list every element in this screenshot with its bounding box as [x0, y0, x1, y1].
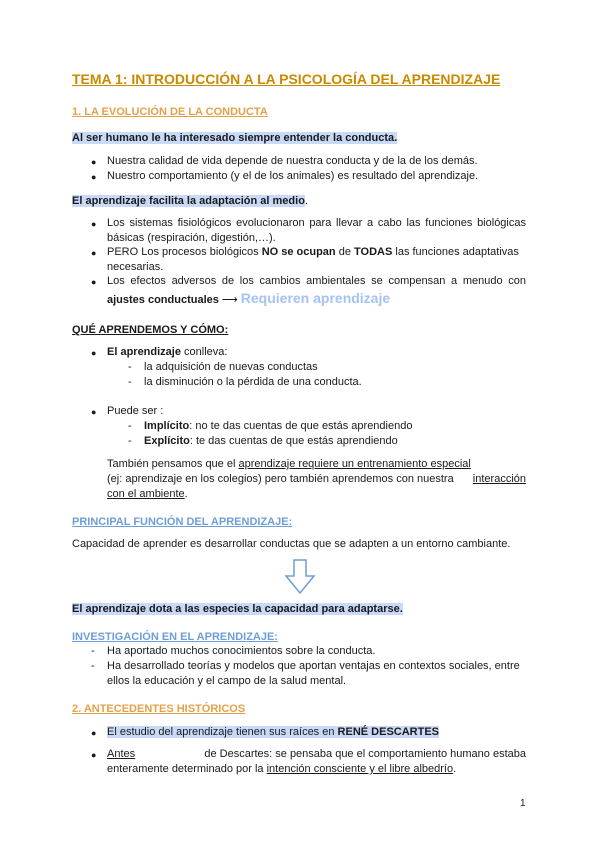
- dash-marker: -: [128, 420, 132, 432]
- text: conlleva:: [180, 346, 228, 358]
- list-item: Ha aportado muchos conocimientos sobre la conducta.: [107, 645, 376, 657]
- bullet-dot: ●: [91, 248, 97, 258]
- list-item: Puede ser :: [107, 405, 164, 417]
- paragraph: Capacidad de aprender es desarrollar conductas que se adapten a un entorno cambiante.: [72, 538, 511, 550]
- bold-text: NO se ocupan: [261, 246, 336, 258]
- dash-marker: -: [128, 361, 132, 373]
- bullet-dot: ●: [91, 219, 97, 229]
- underlined-text: Antes: [107, 748, 136, 760]
- section-heading-principal-funcion: PRINCIPAL FUNCIÓN DEL APRENDIZAJE:: [72, 516, 293, 528]
- bold-text: RENÉ DESCARTES: [337, 726, 440, 738]
- list-item-cont: ellos la educación y el campo de la salud mental.: [107, 675, 347, 687]
- section-heading-antecedentes: 2. ANTECEDENTES HISTÓRICOS: [72, 703, 246, 715]
- underlined-text: aprendizaje requiere un entrenamiento especial: [238, 458, 471, 470]
- requieren-aprendizaje-text: Requieren aprendizaje: [240, 290, 391, 306]
- underlined-text: con el ambiente: [107, 488, 185, 500]
- list-item: Ha desarrollado teorías y modelos que aportan ventajas en contextos sociales, entre: [107, 660, 520, 672]
- text: El estudio del aprendizaje tienen sus raíces en: [107, 726, 338, 738]
- document-title: TEMA 1: INTRODUCCIÓN A LA PSICOLOGÍA DEL APRENDIZAJE: [72, 71, 501, 87]
- sub-item: [144, 420, 412, 432]
- highlight-interes-conducta: Al ser humano le ha interesado siempre entender la conducta.: [72, 132, 398, 144]
- list-item: [107, 346, 227, 358]
- sub-item: [144, 435, 398, 447]
- page-number: 1: [520, 798, 526, 809]
- list-item-cont: necesarias.: [107, 261, 164, 273]
- dash-marker: -: [128, 435, 132, 447]
- right-arrow-icon: ⟶: [218, 294, 241, 306]
- list-item-cont: básicas (respiración, digestión,…).: [107, 232, 276, 244]
- list-item: Nuestra calidad de vida depende de nuestra conducta y de la de los demás.: [107, 155, 478, 167]
- sub-item: la adquisición de nuevas conductas: [144, 361, 318, 373]
- sub-item: la disminución o la pérdida de una conducta.: [144, 376, 362, 388]
- bold-text: Implícito: [144, 420, 190, 432]
- text: PERO Los procesos biológicos: [107, 246, 262, 258]
- period: .: [184, 488, 188, 500]
- highlight-adaptacion: [72, 195, 308, 207]
- section-heading-que-aprendemos: QUÉ APRENDEMOS Y CÓMO:: [72, 324, 229, 336]
- dash-marker: -: [128, 376, 132, 388]
- highlight-adaptacion-text: El aprendizaje facilita la adaptación al medio: [72, 195, 305, 207]
- paragraph-line: [107, 458, 471, 470]
- list-item: [107, 748, 526, 760]
- bullet-dot: ●: [91, 277, 97, 287]
- bold-text: El aprendizaje: [107, 346, 181, 358]
- underlined-text: intención consciente y el libre albedrío: [266, 763, 454, 775]
- highlight-descartes: [107, 726, 439, 738]
- dash-marker: -: [91, 660, 95, 672]
- text: enteramente determinado por la: [107, 763, 267, 775]
- text: : no te das cuentas de que estás aprendiendo: [189, 420, 413, 432]
- text: : te das cuentas de que estás aprendiendo: [189, 435, 398, 447]
- bold-text: TODAS: [354, 246, 393, 258]
- section-heading-evolucion: 1. LA EVOLUCIÓN DE LA CONDUCTA: [72, 106, 268, 118]
- text: de Descartes: se pensaba que el comportamiento humano estaba: [204, 748, 526, 760]
- bullet-dot: ●: [91, 728, 97, 738]
- text: También pensamos que el: [107, 458, 239, 470]
- period: .: [304, 195, 308, 207]
- underlined-text: interacción: [472, 473, 526, 485]
- bullet-dot: ●: [91, 348, 97, 358]
- bold-text: ajustes conductuales: [107, 294, 219, 306]
- list-item: Los efectos adversos de los cambios ambientales se compensan a menudo con: [107, 275, 526, 287]
- highlight-dota-especies: El aprendizaje dota a las especies la capacidad para adaptarse.: [72, 603, 403, 615]
- bullet-dot: ●: [91, 157, 97, 167]
- paragraph-line: [107, 473, 526, 485]
- paragraph-line: [107, 488, 188, 500]
- list-item-cont: [107, 763, 456, 775]
- bold-text: Explícito: [144, 435, 190, 447]
- list-item: [107, 246, 519, 258]
- list-item: Los sistemas fisiológicos evolucionaron para llevar a cabo las funciones biológicas: [107, 217, 526, 229]
- bullet-dot: ●: [91, 407, 97, 417]
- text: de: [335, 246, 355, 258]
- period: .: [453, 763, 457, 775]
- list-item: Nuestro comportamiento (y el de los animales) es resultado del aprendizaje.: [107, 170, 479, 182]
- dash-marker: -: [91, 645, 95, 657]
- down-arrow-icon: [284, 559, 316, 595]
- text: las funciones adaptativas: [392, 246, 519, 258]
- bullet-dot: ●: [91, 750, 97, 760]
- bullet-dot: ●: [91, 172, 97, 182]
- section-heading-investigacion: INVESTIGACIÓN EN EL APRENDIZAJE:: [72, 631, 278, 643]
- list-item-cont: [107, 290, 390, 306]
- text: (ej: aprendizaje en los colegios) pero también aprendemos con nuestra: [107, 473, 454, 485]
